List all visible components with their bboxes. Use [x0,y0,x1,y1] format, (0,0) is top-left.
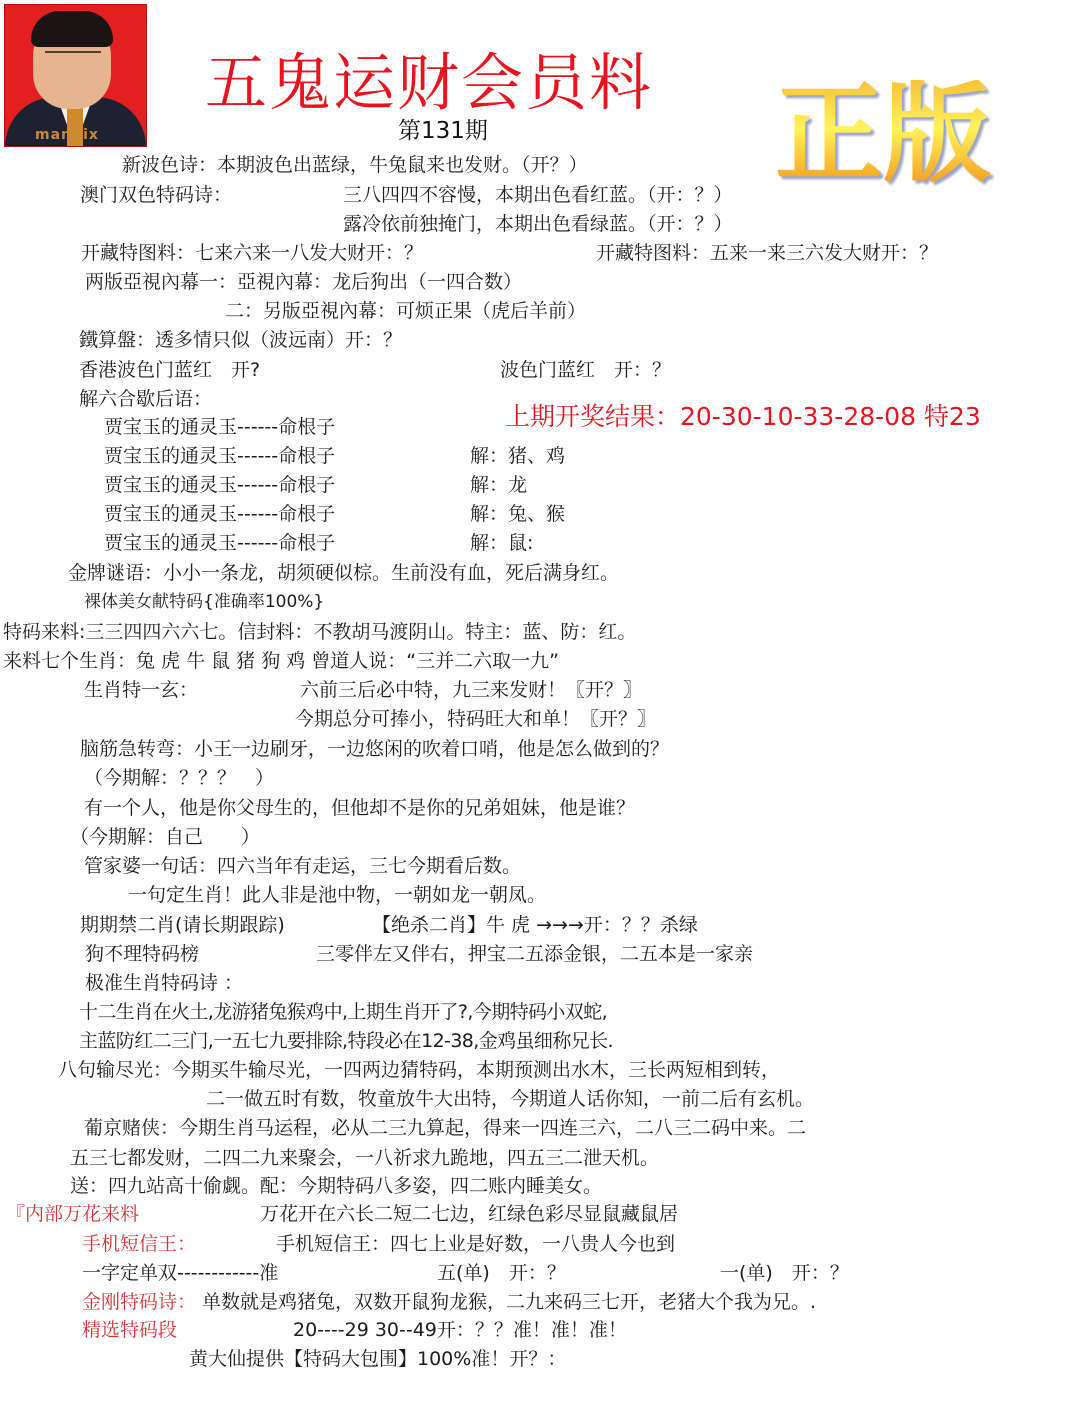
page-title: 五鬼运财会员料 [205,46,654,119]
gold-riddle: 金牌谜语：小小一条龙，胡须硬似棕。生前没有血，死后满身红。 [68,562,620,584]
iron-abacus: 鐵算盤：透多情只似（波远南）开：？ [79,329,403,351]
brain-teaser-2-answer: （今期解：自己 ） [70,826,261,848]
brain-teaser-2: 有一个人，他是你父母生的，但他却不是你的兄弟姐妹，他是谁？ [84,797,636,819]
special-code-source: 特码来料:三三四四六六七。信封料：不教胡马渡阴山。特主：蓝、防：红。 [3,621,637,643]
internal-flower-text: 万花开在六长二短二七边，红绿色彩尽显鼠藏鼠居 [260,1203,679,1225]
hidden-chart-1: 开藏特图料：七来六来一八发大财开：？ [81,242,424,264]
photo-hair [31,11,113,47]
accurate-zodiac-poem-label: 极准生肖特码诗 ： [85,972,244,994]
authentic-stamp: 正版 [775,71,992,197]
odd-even-label: 一字定单双------------准 [82,1262,279,1284]
photo-watermark: manSix [35,127,99,143]
odd-even-pick-2: 一(单) 开：？ [720,1262,849,1284]
vajra-poem-text: 单数就是鸡猪兔，双数开鼠狗龙猴，二九来码三七开，老猪大个我为兄。. [202,1291,817,1313]
zodiac-poem-line-1: 十二生肖在火土,龙游猪兔猴鸡中,上期生肖开了?,今期特码小双蛇, [79,1001,608,1023]
atv-inside-2: 二：另版亞視內幕：可烦正果（虎后羊前） [225,300,587,322]
wong-tai-sin-offer: 黄大仙提供【特码大包围】100%准！开？： [189,1348,567,1370]
brain-teaser-1: 脑筋急转弯：小王一边刷牙，一边悠闲的吹着口哨，他是怎么做到的？ [80,738,670,760]
goubuli-label: 狗不理特码榜 [85,943,200,965]
sms-king-label: 手机短信王： [82,1233,197,1255]
riddle-answer: 解：猪、鸡 [470,445,566,467]
seven-zodiacs: 来料七个生肖：兔 虎 牛 鼠 猪 狗 鸡 曾道人说：“三并二六取一九” [3,650,559,672]
eight-lines-poem-1: 八句输尽光：今期买牛输尽光，一四两边猜特码，本期预测出水木，三长两短相到转， [58,1059,781,1081]
atv-inside-1: 两版亞視內幕一：亞視內幕：龙后狗出（一四合数） [85,271,523,293]
kill-two-zodiacs: 【绝杀二肖】牛 虎 →→→开：？？杀绿 [372,914,698,936]
riddle-item: 贾宝玉的通灵玉------命根子 [104,416,336,438]
housekeeper-quote: 管家婆一句话：四六当年有走运，三七今期看后数。 [84,855,522,877]
macau-poem-label: 澳门双色特码诗： [80,184,233,206]
riddle-answer: 解：兔、猴 [470,503,566,525]
photo-glasses [45,51,101,65]
riddle-answer: 解：鼠: [470,532,534,554]
riddle-item: 贾宝玉的通灵玉------命根子 [104,532,336,554]
macau-poem-line-1: 三八四四不容慢，本期出色看红蓝。（开：？） [343,184,733,206]
issue-number: 第131期 [398,118,488,144]
odd-even-pick-1: 五(单) 开：？ [437,1262,566,1284]
vajra-poem-label: 金刚特码诗： [82,1291,197,1313]
casino-hero-2: 五三七都发财，二四二九来聚会，一八祈求九跪地，四五三二泄天机。 [70,1147,660,1169]
one-line-zodiac: 一句定生肖！此人非是池中物，一朝如龙一朝凤。 [128,884,547,906]
zodiac-mystery-line-2: 今期总分可捧小，特码旺大和单！〖开？〗 [295,708,657,730]
hidden-chart-2: 开藏特图料：五来一来三六发大财开：？ [596,242,939,264]
riddle-item: 贾宝玉的通灵玉------命根子 [104,474,336,496]
brain-teaser-1-answer: （今期解：？？？ ） [84,767,275,789]
author-photo [4,4,147,147]
selected-range-label: 精选特码段 [82,1319,178,1341]
sms-king-text: 手机短信王：四七上业是好数，一八贵人今也到 [276,1233,676,1255]
zodiac-poem-line-2: 主蓝防红二三门,一五七九要排除,特段必在12-38,金鸡虽细称兄长. [79,1030,613,1052]
special-code-offer: 裸体美女献特码{准确率100%} [84,592,325,612]
eight-lines-poem-2: 二一做五时有数，牧童放牛大出特，今期道人话你知，一前二后有玄机。 [206,1088,815,1110]
riddle-heading: 解六合歇后语： [79,388,213,410]
casino-hero-1: 葡京赌侠：今期生肖马运程，必从二三九算起，得来一四连三六，二八三二码中来。二 [84,1117,807,1139]
wave-color-right: 波色门蓝红 开：？ [500,359,672,381]
internal-flower-label: 『内部万花来料 [6,1203,140,1225]
macau-poem-line-2: 露冷依前独掩门，本期出色看绿蓝。（开：？） [343,213,733,235]
zodiac-mystery-line-1: 六前三后必中特，九三来发财！〖开？〗 [300,679,643,701]
last-draw-result: 上期开奖结果：20-30-10-33-28-08 特23 [505,402,981,431]
hk-wave-color: 香港波色门蓝红 开? [79,359,261,381]
wave-color-poem: 新波色诗：本期波色出蓝绿，牛兔鼠来也发财。（开？） [122,154,588,176]
riddle-answer: 解：龙 [470,474,528,496]
banned-zodiac-label: 期期禁二肖(请长期跟踪) [80,914,285,936]
riddle-item: 贾宝玉的通灵玉------命根子 [104,503,336,525]
gift-line: 送：四九站高十偷觑。配：今期特码八多姿，四二账内睡美女。 [70,1175,603,1197]
goubuli-poem: 三零伴左又伴右，押宝二五添金银，二五本是一家亲 [316,943,754,965]
selected-range-text: 20----29 30--49开：？？准！准！准！ [293,1319,627,1341]
riddle-item: 贾宝玉的通灵玉------命根子 [104,445,336,467]
zodiac-mystery-label: 生肖特一玄： [84,679,199,701]
